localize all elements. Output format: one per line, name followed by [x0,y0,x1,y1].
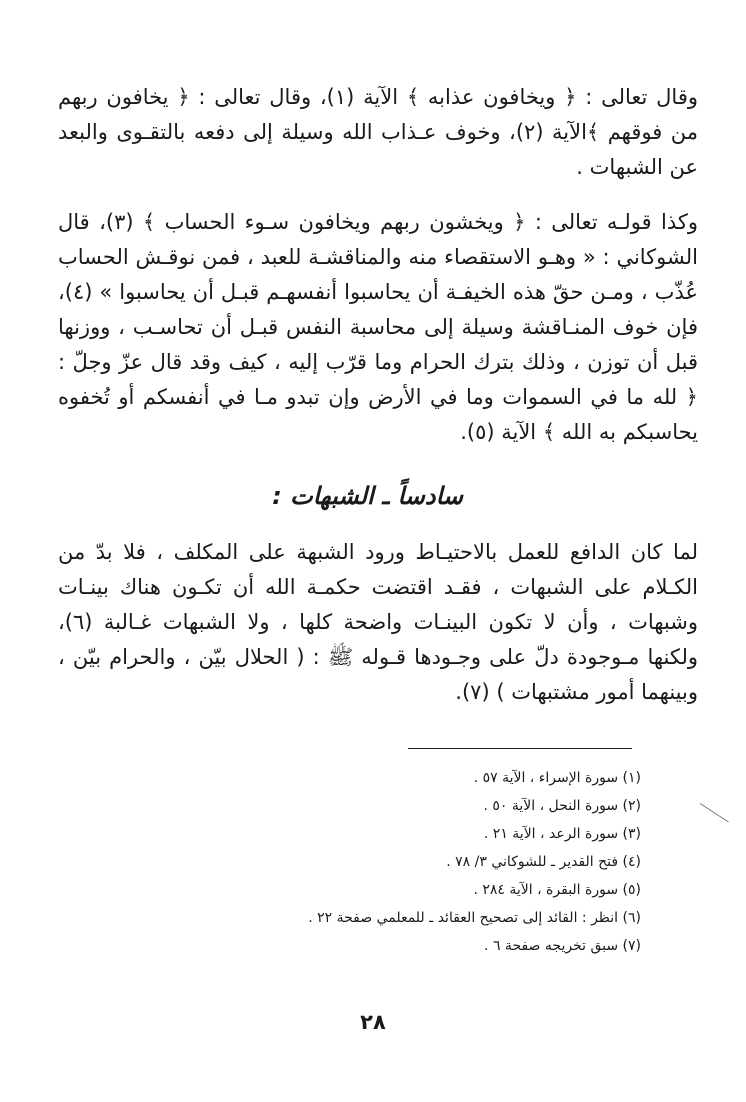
footnote-item: (٢) سورة النحل ، الآية ٥٠ . [483,798,641,814]
paragraph-fear-of-punishment [58,80,698,185]
footnote-item: (٤) فتح القدير ـ للشوكاني ٣/ ٧٨ . [446,854,641,870]
paragraph-text: وكذا قولـه تعالى : ﴿ ويخشون ربهم ويخافون سـوء الحساب ﴾ (٣)، قال الشوكاني : « وهـو الاستقصاء منه والمناقشـة للعبد ، فمن نوقـش الحساب عُذّب ، ومـن حقّ هذه الخيفـة أن يحاسبوا أنفسهـم قبـل أن يحاسبوا » (٤)، فإن خوف المنـاقشة وسيلة إلى محاسبة النفس قبـل أن تحاسـب ، ووزنها قبل أن توزن ، وذلك بترك الحرام وما قرّب إليه ، كيف وقد قال عزّ وجلّ : ﴿ لله ما في السموات وما في الأرض وإن تبدو مـا في أنفسكم أو تُخفوه يحاسبكم به الله ﴾ الآية (٥). [58,210,699,444]
footnote-item: (١) سورة الإسراء ، الآية ٥٧ . [473,770,641,786]
scan-edge-mark [700,803,729,822]
footnote-item: (٦) انظر : القائد إلى تصحيح العقائد ـ للمعلمي صفحة ٢٢ . [308,910,641,926]
section-heading: سادساً ـ الشبهات : [272,482,463,510]
paragraph-self-accounting [58,205,698,450]
footnote-separator [408,748,632,749]
paragraph-text: وقال تعالى : ﴿ ويخافون عذابه ﴾ الآية (١)، وقال تعالى : ﴿ يخافون ربهم من فوقهم ﴾الآية (٢)، وخوف عـذاب الله وسيلة إلى دفعه بالتقـوى والبعد عن الشبهات . [58,85,699,179]
paragraph-text: لما كان الدافع للعمل بالاحتيـاط ورود الشبهة على المكلف ، فلا بدّ من الكـلام على الشبهات ، فقـد اقتضت حكمـة الله أن تكـون هناك بينـات وشبهات ، وأن لا تكون البينـات واضحة كلها ، ولا الشبهات غـالبة (٦)، ولكنها مـوجودة دلّ على وجـودها قـوله ﷺ : ( الحلال بيّن ، والحرام بيّن ، وبينهما أمور مشتبهات ) (٧). [58,540,698,704]
page-number: ٢٨ [360,1010,386,1034]
footnote-item: (٥) سورة البقرة ، الآية ٢٨٤ . [473,882,641,898]
footnote-item: (٣) سورة الرعد ، الآية ٢١ . [483,826,641,842]
paragraph-doubts [58,535,698,710]
footnotes-list [121,764,641,960]
footnote-item: (٧) سبق تخريجه صفحة ٦ . [484,938,641,954]
